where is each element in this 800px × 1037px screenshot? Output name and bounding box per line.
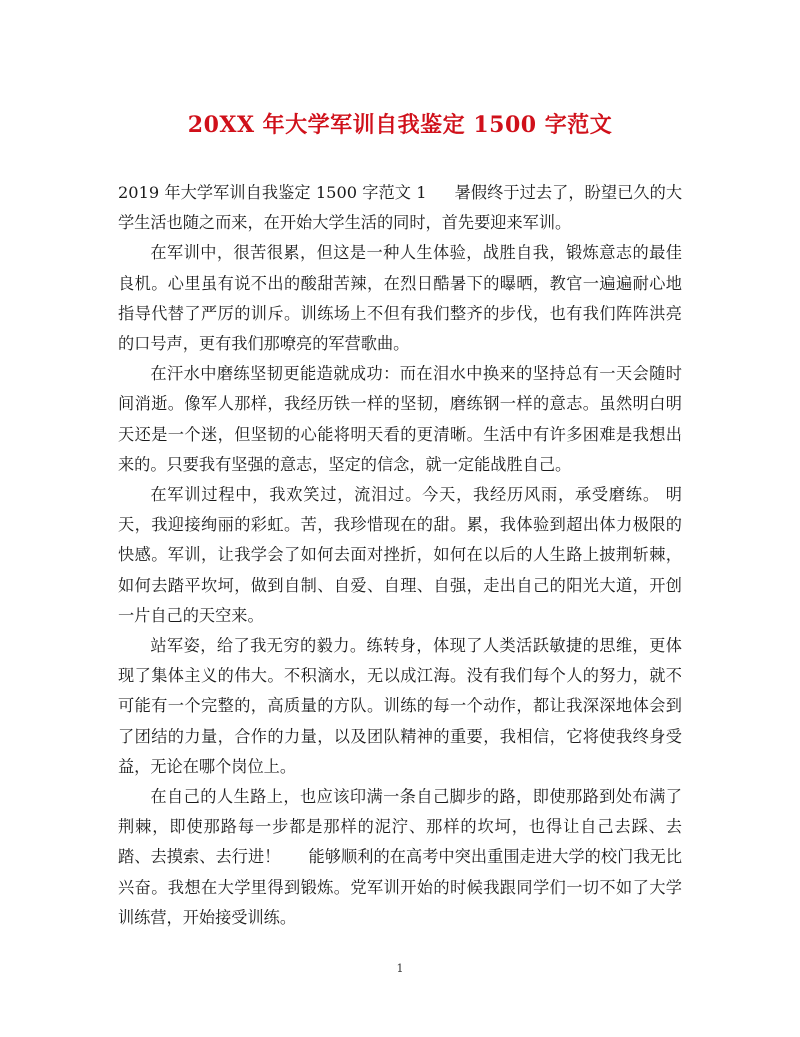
- paragraph: 站军姿，给了我无穷的毅力。练转身，体现了人类活跃敏捷的思维，更体现了集体主义的伟大。不积滴水，无以成江海。没有我们每个人的努力，就不可能有一个完整的，高质量的方队。训练的每一个动作，都让我深深地体会到了团结的力量，合作的力量，以及团队精神的重要，我相信，它将使我终身受益，无论在哪个岗位上。: [118, 636, 682, 776]
- paragraph: 在汗水中磨练坚韧更能造就成功：而在泪水中换来的坚持总有一天会随时间消逝。像军人那样，我经历铁一样的坚韧，磨练钢一样的意志。虽然明白明天还是一个迷，但坚韧的心能将明天看的更清晰。生活中有许多困难是我想出来的。只要我有坚强的意志，坚定的信念，就一定能战胜自己。: [118, 364, 682, 474]
- page-number: 1: [396, 962, 404, 975]
- intro-paragraph: [118, 178, 682, 238]
- paragraph: 在军训中，很苦很累，但这是一种人生体验，战胜自我，锻炼意志的最佳良机。心里虽有说不出的酸甜苦辣，在烈日酷暑下的曝晒，教官一遍遍耐心地指导代替了严厉的训斥。训练场上不但有我们整齐的步伐，也有我们阵阵洪亮的口号声，更有我们那嘹亮的军营歌曲。: [118, 243, 682, 354]
- intro-lead: 2019 年大学军训自我鉴定 1500 字范文 1: [118, 183, 427, 202]
- last-paragraph: [118, 782, 682, 933]
- last-paragraph-part2: 能够顺利的在高考中突出重围走进大学的校门我无比兴奋。我想在大学里得到锻炼。党军训开始的时候我跟同学们一切不如了大学训练营，开始接受训练。: [118, 847, 683, 927]
- document-title: 20XX 年大学军训自我鉴定 1500 字范文: [187, 112, 613, 138]
- paragraph: 在军训过程中，我欢笑过，流泪过。今天，我经历风雨，承受磨练。 明天，我迎接绚丽的彩虹。苦，我珍惜现在的甜。累，我体验到超出体力极限的快感。军训，让我学会了如何去面对挫折，如何在以后的人生路上披荆斩棘，如何去踏平坎坷，做到自制、自爱、自理、自强，走出自己的阳光大道，开创一片自己的天空来。: [118, 485, 682, 625]
- document-body: [118, 178, 682, 933]
- intro-text: 暑假终于过去了，盼望已久的大学生活也随之而来，在开始大学生活的同时，首先要迎来军训。: [118, 183, 683, 233]
- last-paragraph-part1: 在自己的人生路上，也应该印满一条自己脚步的路，即使那路到处布满了荆棘，即使那路每一步都是那样的泥泞、那样的坎坷，也得让自己去踩、去踏、去摸索、去行进！: [118, 787, 682, 867]
